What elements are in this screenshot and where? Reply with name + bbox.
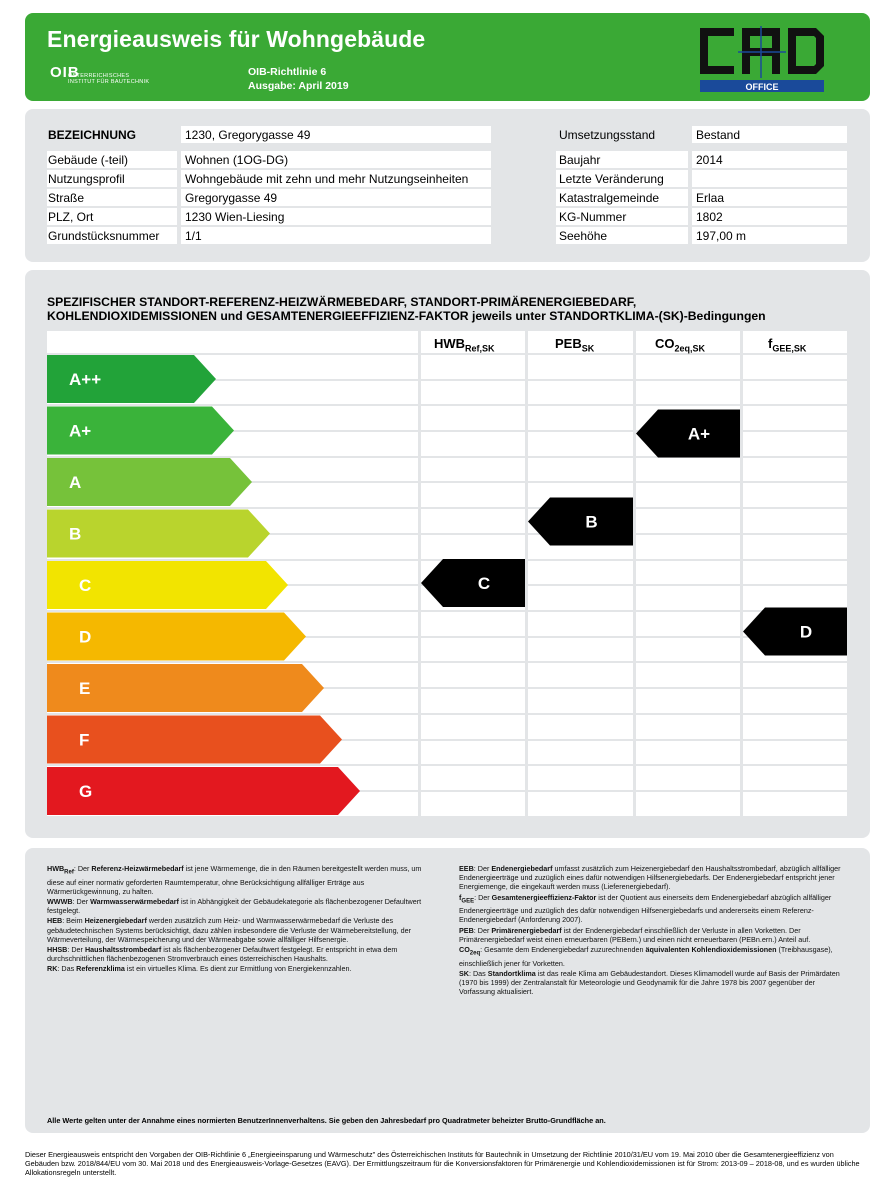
info-label: Straße [48,191,85,205]
class-arrow-label: C [79,576,92,595]
class-arrow-f [47,716,342,764]
rating-marker-label: D [799,622,813,642]
rating-marker-label: A+ [687,424,711,444]
definition-term: RK [47,964,58,974]
column-header-main: CO [655,336,675,351]
definition-item: SK: Das Standortklima ist das reale Klima am Gebäudestandort. Dieses Klimamodell wurde auf Basis der Primärdaten (1970 bis 1999) der Zentralanstalt für Meteorologie und Geodynamik für die Jahre 1978 bis 2007 gegenüber der Vorfassung aktualisiert. [459,968,840,997]
definition-item: WWWB: Der Warmwasserwärmebedarf ist in Abhängigkeit der Gebäudekategorie als flächenbezogener Defaultwert festgelegt. [47,897,422,916]
definition-term: f [459,892,462,902]
info-value: 197,00 m [696,229,747,243]
definitions-left [47,864,439,975]
oib-logo: OIB [50,64,80,81]
info-label: Nutzungsprofil [48,172,125,186]
info-label: KG-Nummer [559,210,627,224]
info-value: Wohnen (1OG-DG) [185,153,289,167]
info-label: Umsetzungsstand [559,128,656,142]
definition-term: SK [459,968,469,978]
values-note: Alle Werte gelten unter der Annahme eines normierten BenutzerInnenverhaltens. Sie geben den Jahresbedarf pro Quadratmeter beheizter Brutto-Grundfläche an. [47,1116,606,1125]
rating-marker-label: C [477,574,491,593]
column-header-sub: GEE,SK [772,343,807,354]
column-header-sub: Ref,SK [465,343,495,354]
info-value: 1230, Gregorygasse 49 [185,128,311,142]
guideline-label: OIB-Richtlinie 6 [248,66,327,78]
info-label: Seehöhe [559,229,608,243]
definition-term-sub: GEE [461,898,475,905]
column-header-main: f [768,336,773,351]
class-arrow-g [47,767,360,815]
info-value: Gregorygasse 49 [185,191,278,205]
info-value: Wohngebäude mit zehn und mehr Nutzungseinheiten [185,172,469,186]
info-value: Bestand [696,128,741,142]
column-header-sub: 2eq,SK [674,343,706,354]
class-arrow-label: B [69,524,82,544]
info-label: Letzte Veränderung [559,172,664,186]
info-value: 2014 [696,153,723,167]
info-label: Katastralgemeinde [559,191,660,205]
info-label: PLZ, Ort [48,210,94,224]
info-value: 1/1 [185,229,202,243]
class-arrow-label: D [79,627,92,647]
info-label: Baujahr [559,153,601,167]
definition-term: CO [459,945,470,955]
info-label: Grundstücksnummer [48,229,160,243]
definitions-right [459,864,851,998]
definition-keyword: Standortklima [487,968,536,978]
info-label: BEZEICHNUNG [48,128,137,142]
definition-term-sub: 2eq [469,950,481,957]
definition-keyword: äquivalenten Kohlendioxidemissionen [645,945,777,955]
class-arrow-label: A++ [69,370,102,389]
definition-term: HHSB [47,945,68,955]
edition-label: Ausgabe: April 2019 [248,80,349,92]
definition-keyword: Heizenergiebedarf [84,916,147,926]
definition-keyword: Primärenergiebedarf [491,925,562,935]
definition-item: RK: Das Referenzklima ist ein virtuelles Klima. Es dient zur Ermittlung von Energiekennzahlen. [47,964,352,974]
chart-heading-line1: SPEZIFISCHER STANDORT-REFERENZ-HEIZWÄRMEBEDARF, STANDORT-PRIMÄRENERGIEBEDARF, [47,295,637,309]
column-header-main: HWB [434,336,466,351]
cad-office-text: OFFICE [745,82,779,92]
rating-marker [421,559,525,607]
definition-item: PEB: Der Primärenergiebedarf ist der Endenergiebedarf einschließlich der Verluste in allen Vorketten. Der Primärenergiebedarf weist einen erneuerbaren (PEBern.) und einen nicht erneuerbaren (PEBn.ern.) Anteil auf. [459,925,811,944]
footer-text: Dieser Energieausweis entspricht den Vorgaben der OIB-Richtlinie 6 „Energieeinsparung und Wärmeschutz" des Österreichischen Instituts für Bautechnik in Umsetzung der Richtlinie 2010/31/EU vom 19. Mai 2010 über die Gesamtenergieeffizienz von Gebäuden bzw. 2018/844/EU vom 30. Mai 2018 und des Energieausweis-Vorlage-Gesetzes (EAVG). Der Ermittlungszeitraum für die Konversionsfaktoren für Primärenergie und Kohlendioxidemissionen ist für Strom: 2013-09 – 2018-08, und es wurden übliche Allokationsregeln unterstellt. [25,1150,860,1177]
definition-item: $f_{GEE}$: Der Gesamtenergieeffizienz-Faktor ist der Quotient aus einerseits dem Endenergiebedarf abzüglich allfälliger Endenergieerträge und zuzüglich des dafür notwendigen Hilfsenergiebedarfs und andererseits einem Referenz-Endenergiebedarf (Anforderung 2007). [459,892,832,925]
definition-keyword: Haushaltsstrombedarf [84,945,162,955]
page-title: Energieausweis für Wohngebäude [47,26,426,52]
class-arrow-label: A+ [69,421,92,441]
info-label: Gebäude (-teil) [48,153,129,167]
rating-marker-label: B [585,512,598,532]
definition-keyword: Referenzklima [76,964,125,974]
rating-marker [528,498,633,546]
definition-keyword: Referenz-Heizwärmebedarf [91,864,184,873]
oib-sub-line2: INSTITUT FÜR BAUTECHNIK [68,79,150,85]
column-header-main: PEB [555,336,582,351]
column-header-sub: SK [581,343,595,354]
definition-item: HHSB: Der Haushaltsstrombedarf ist als flächenbezogener Defaultwert festgelegt. Er entspricht in etwa dem durchschnittlichen flächenbezogenen Stromverbrauch eines österreichischen Haushalts. [47,945,398,964]
class-arrow-label: F [79,730,90,750]
definition-item: HEB: Beim Heizenergiebedarf werden zusätzlich zum Heiz- und Warmwasserwärmebedarf die Verluste des gebäudetechnischen Systems berücksichtigt, dazu zählen insbesondere die Verluste der Wärmebereitstellung, der Wärmeverteilung, der Wärmespeicherung und der Wärmeabgabe sowie allfälliger Hilfsenergie. [47,916,411,944]
definition-keyword: Warmwasserwärmebedarf [90,897,179,907]
definition-keyword: Endenergiebedarf [491,864,553,873]
definition-keyword: Gesamtenergieeffizienz-Faktor [491,892,597,902]
class-arrow-label: E [79,679,91,698]
definition-term: HEB [47,916,63,926]
definition-item: EEB: Der Endenergiebedarf umfasst zusätzlich zum Heizenergiebedarf den Haushaltsstrombedarf, abzüglich allfälliger Endenergieerträge und zuzüglich eines dafür notwendigen Hilfsenergiebedarfs. Der Endenergiebedarf entspricht jener Energiemenge, die eingekauft werden muss (Lieferenergiebedarf). [459,864,841,892]
info-value: Erlaa [696,191,725,205]
class-arrow-label: A [69,473,82,492]
definition-item: $CO_{2eq}$: Gesamte dem Endenergiebedarf zuzurechnenden äquivalenten Kohlendioxidemissionen (Treibhausgase), einschließlich jener für Vorketten. [459,945,833,968]
definition-item: $HWB_{Ref}$: Der Referenz-Heizwärmebedarf ist jene Wärmemenge, die in den Räumen bereitgestellt werden muss, um diese auf einer normativ geforderten Raumtemperatur, ohne Berücksichtigung allfälliger Erträge aus Wärmerückgewinnung, zu halten. [47,864,422,896]
definition-term: PEB [459,925,474,935]
definition-term-sub: Ref [64,869,74,876]
class-arrow-label: G [79,782,93,801]
rating-marker [743,608,847,656]
definition-term: HWB [47,864,65,873]
chart-heading-line2: KOHLENDIOXIDEMISSIONEN und GESAMTENERGIEEFFIZIENZ-FAKTOR jeweils unter STANDORTKLIMA-(SK)-Bedingungen [47,309,766,323]
info-value: 1802 [696,210,723,224]
oib-sub-line1: ÖSTERREICHISCHES [68,73,130,79]
definition-term: EEB [459,864,474,873]
info-value: 1230 Wien-Liesing [185,210,285,224]
definition-term: WWWB [47,897,73,907]
